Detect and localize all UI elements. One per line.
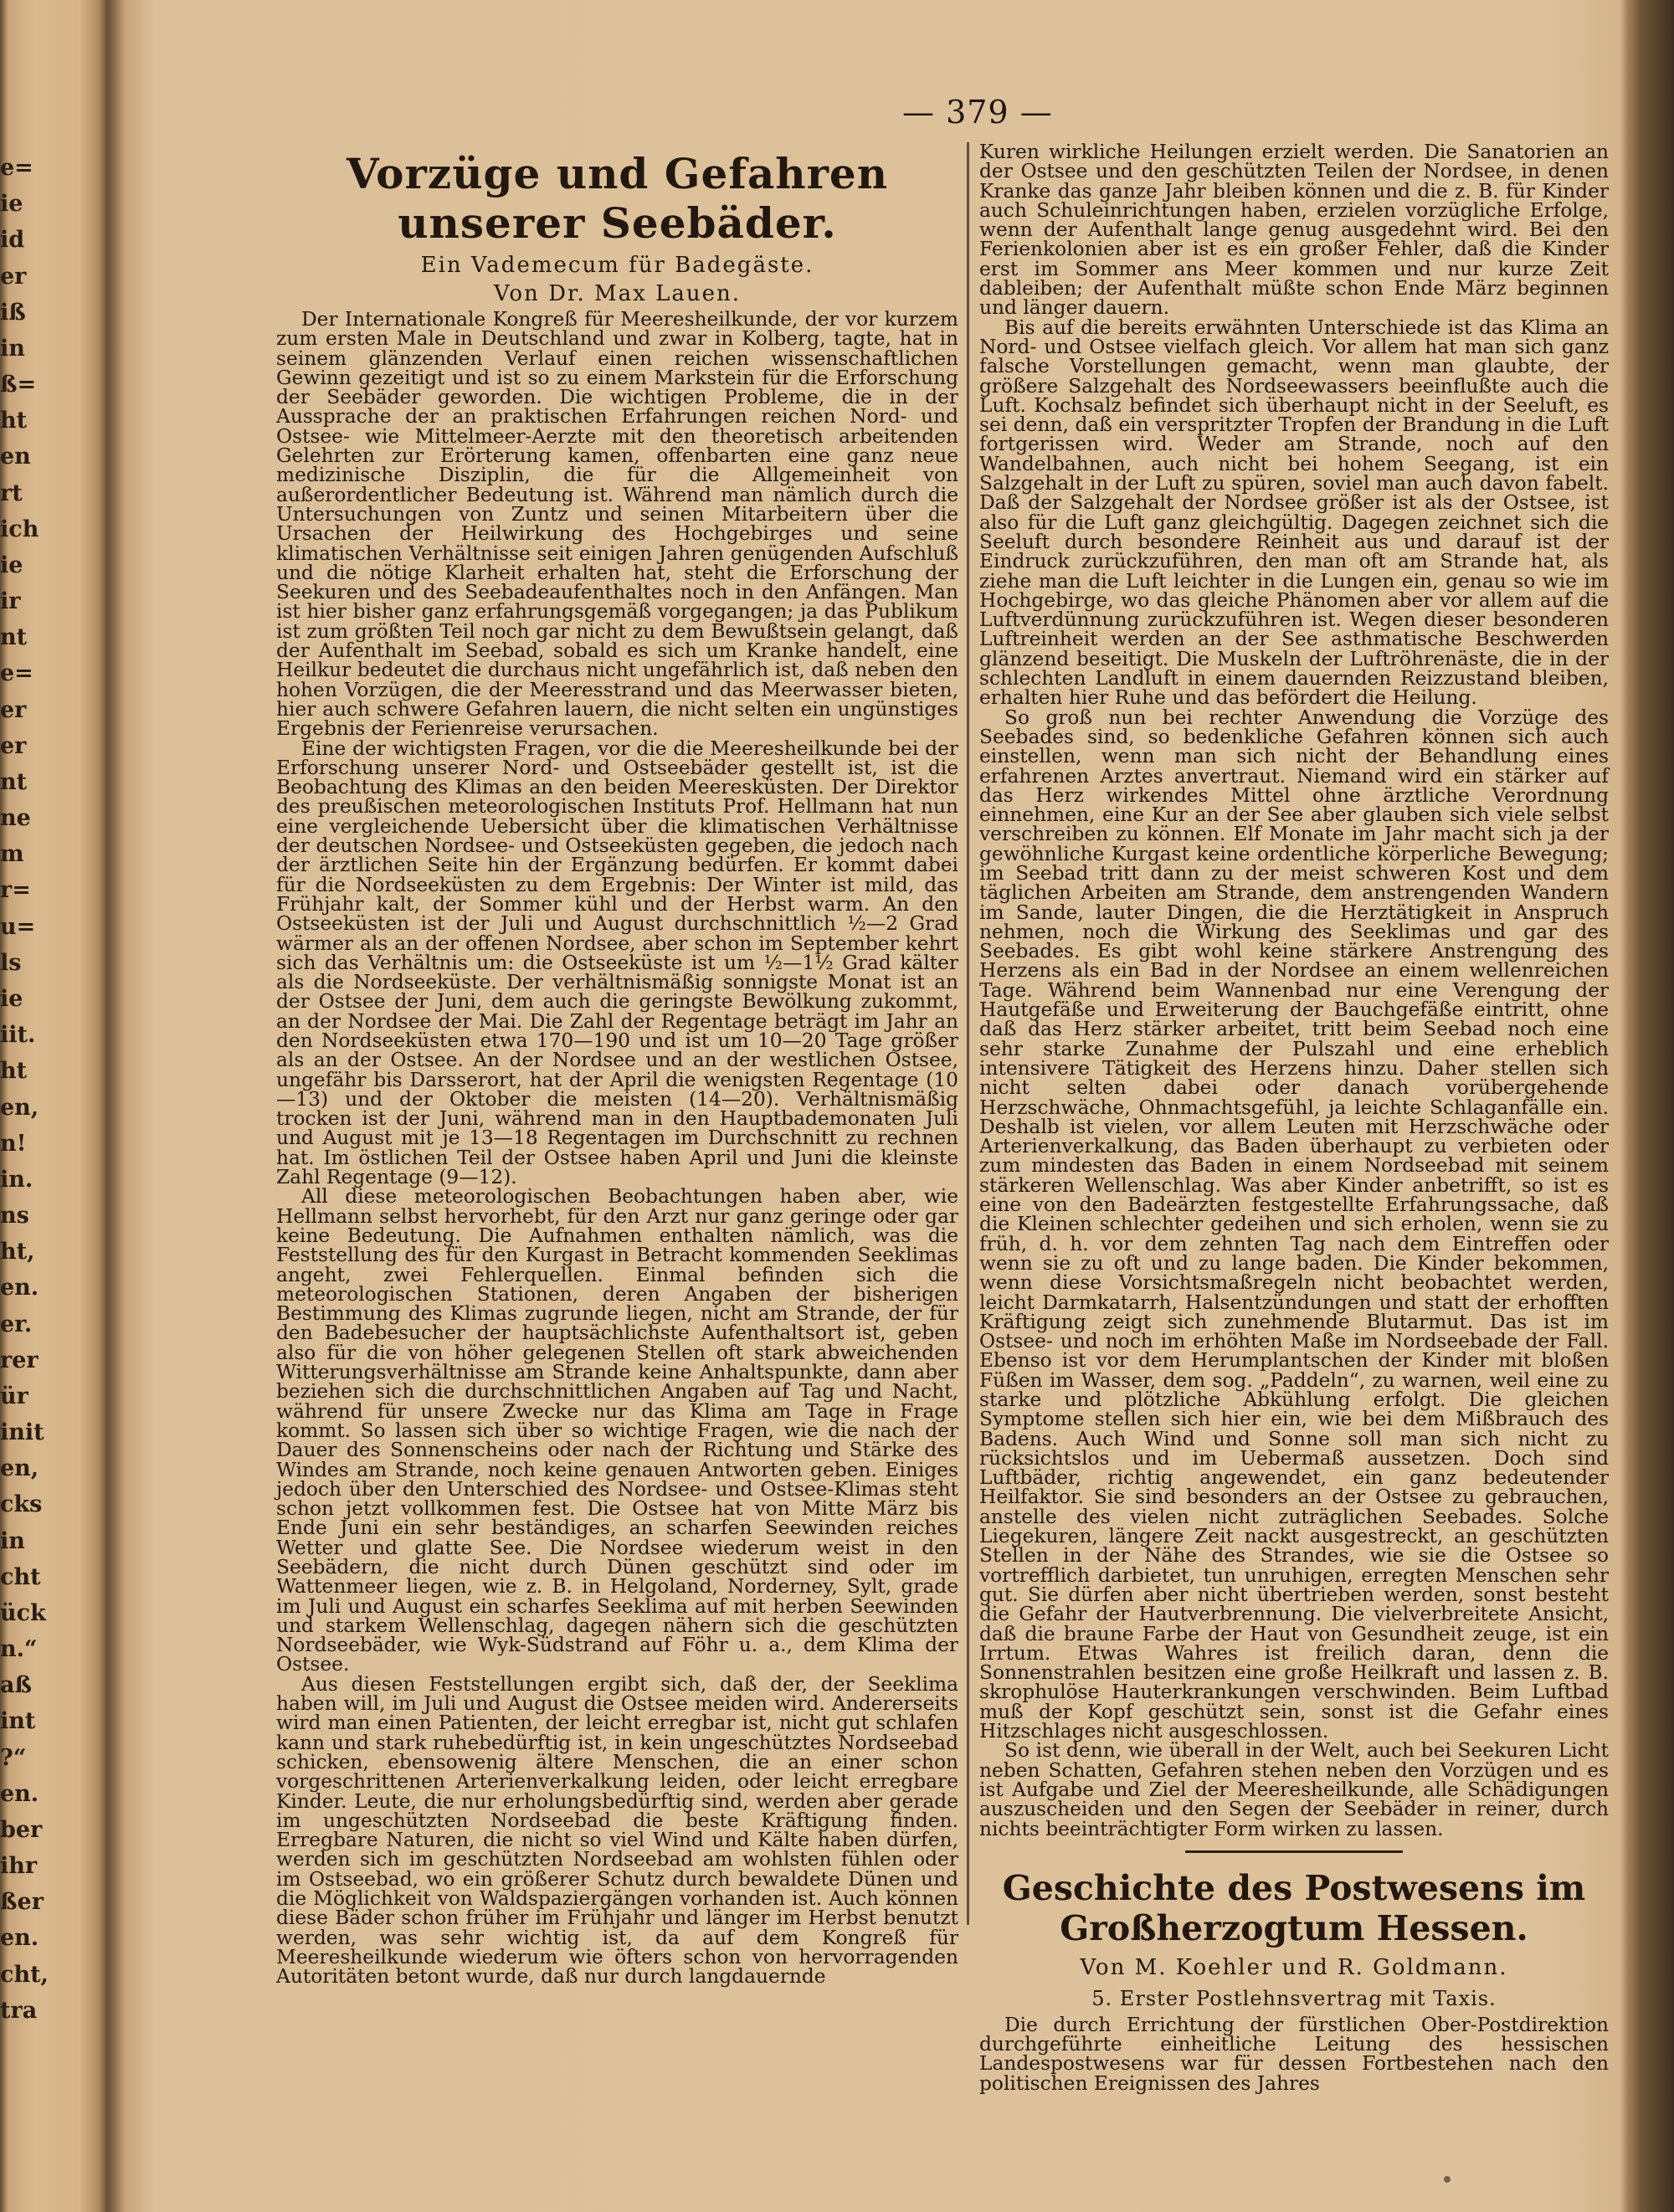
previous-page-fragment: er bbox=[0, 264, 27, 290]
previous-page-fragment: ie bbox=[0, 191, 23, 217]
previous-page-fragment: ne bbox=[0, 805, 31, 831]
previous-page-fragment: nt bbox=[0, 624, 28, 650]
previous-page-fragment: ßer bbox=[0, 1889, 44, 1915]
paragraph: Kuren wirkliche Heilungen erzielt werden. Die Sanatorien an der Ostsee und den geschützten Teilen der Nordsee, in denen Kranke das ganze Jahr bleiben können und die z. B. für Kinder auch Schuleinrichtungen haben, erzielen vorzügliche Erfolge, wenn der Aufenthalt lange genug ausgedehnt wird. Bei den Ferienkolonien aber ist es ein großer Fehler, daß die Kinder erst im Sommer ans Meer kommen und nur kurze Zeit dableiben; der Aufenthalt müßte schon Ende März beginnen und länger dauern. bbox=[979, 141, 1609, 320]
previous-page-fragment: ß= bbox=[0, 372, 37, 398]
previous-page-fragment: cht bbox=[0, 1564, 41, 1590]
previous-page-fragment: ie bbox=[0, 552, 23, 578]
article-author: Von Dr. Max Lauen. bbox=[494, 281, 741, 306]
paragraph: Eine der wichtigsten Fragen, vor die die Meeresheilkunde bei der Erforschung unserer Nord- und Ostseebäder gestellt ist, ist die Beobachtung des Klimas an den beiden Meeresküsten. Der Direktor des preußischen meteorologischen Instituts Prof. Hellmann hat nun eine vergleichende Uebersicht über die klimatischen Verhältnisse der deutschen Nordsee- und Ostseeküsten gegeben, die jedoch nach der ärztlichen Seite hin der Ergänzung bedürfen. Er kommt dabei für die Nordseeküsten zu dem Ergebnis: Der Winter ist mild, das Frühjahr kalt, der Sommer kühl und der Herbst warm. An den Ostseeküsten ist der Juli und August durchschnittlich ½—2 Grad wärmer als an der offenen Nordsee, aber schon im September kehrt sich das Verhältnis um: die Ostseeküste ist um ½—1½ Grad kälter als die Nordseeküste. Der verhältnismäßig sonnigste Monat ist an der Ostsee der Juni, dem auch die geringste Bewölkung zukommt, an der Nordsee der Mai. Die Zahl der Regentage beträgt im Jahr an den Nordseeküsten etwa 170—190 und ist um 10—20 Tage größer als an der Ostsee. An der Nordsee und an der westlichen Ostsee, ungefähr bis Darsserort, hat der April die wenigsten Regentage (10—13) und der Oktober die meisten (14—20). Verhältnismäßig trocken ist der Juni, während man in den Hauptbademonaten Juli und August mit je 13—18 Regentagen im Durchschnitt zu rechnen hat. Im östlichen Teil der Ostsee haben April und Juni die kleinste Zahl Regentage (9—12). bbox=[276, 736, 958, 1189]
previous-page-fragment: n.“ bbox=[0, 1636, 38, 1662]
page-number: — 379 — bbox=[902, 94, 1053, 131]
paragraph: So ist denn, wie überall in der Welt, auch bei Seekuren Licht neben Schatten, Gefahren stehen neben den Vorzügen und es ist Aufgabe und Ziel der Meeresheilkunde, alle Schädigungen auszuscheiden und den Segen der Seebäder in reiner, durch nichts beeinträchtigter Form wirken zu lassen. bbox=[979, 1739, 1609, 1840]
previous-page-fragment: cks bbox=[0, 1491, 43, 1517]
previous-page-fragment: er. bbox=[0, 1311, 33, 1337]
article-title: Vorzüge und Gefahren unserer Seebäder. bbox=[346, 149, 889, 248]
previous-page-fragment: ls bbox=[0, 950, 22, 976]
previous-page-fragment: n! bbox=[0, 1131, 27, 1157]
previous-page-fragment: en. bbox=[0, 1275, 39, 1301]
previous-page-fragment: in bbox=[0, 336, 25, 362]
previous-page-fragment: en. bbox=[0, 1925, 39, 1951]
previous-page-fragment: aß bbox=[0, 1672, 33, 1698]
article-separator bbox=[1185, 1850, 1403, 1853]
previous-page-fragment: ich bbox=[0, 516, 39, 542]
previous-page-fragment: r= bbox=[0, 877, 31, 903]
previous-page-fragment: ht, bbox=[0, 1239, 35, 1265]
previous-page-fragment: init bbox=[0, 1419, 44, 1445]
paragraph: All diese meteorologischen Beobachtungen haben aber, wie Hellmann selbst hervorhebt, für den Arzt nur ganz geringe oder gar keine Bedeutung. Die Aufnahmen enthalten nämlich, was die Feststellung des für den Kurgast in Betracht kommenden Seeklimas angeht, zwei Fehlerquellen. Einmal befinden sich die meteorologischen Stationen, deren Angaben der bisherigen Bestimmung des Klimas zugrunde liegen, nicht am Strande, der für den Badebesucher der hauptsächlichste Aufenthaltsort ist, geben also für die von höher gelegenen Stellen oft stark abweichenden Witterungsverhältnisse am Strande keine Anhaltspunkte, dann aber beziehen sich die durchschnittlichen Angaben auf Tag und Nacht, während für unsere Zwecke nur das Klima am Tage in Frage kommt. So lassen sich über so wichtige Fragen, wie die nach der Dauer des Sonnenscheins oder nach der Richtung und Stärke des Windes am Strande, noch keine genauen Antworten geben. Einiges jedoch über den Unterschied des Nordsee- und Ostsee-Klimas steht schon jetzt vollkommen fest. Die Ostsee hat von Mitte März bis Ende Juni ein sehr beständiges, an scharfen Seewinden reiches Wetter und glatte See. Die Nordsee wiederum weist in den Seebädern, die nicht durch Dünen geschützt sind oder im Wattenmeer liegen, wie z. B. in Helgoland, Norderney, Sylt, grade im Juli und August ein scharfes Seeklima auf mit herben Seewinden und starkem Wellenschlag, dagegen nähern sich die geschützten Nordseebäder, wie Wyk-Südstrand auf Föhr u. a., dem Klima der Ostsee. bbox=[276, 1185, 958, 1676]
previous-page-fragment: ber bbox=[0, 1817, 43, 1843]
paragraph: So groß nun bei rechter Anwendung die Vorzüge des Seebades sind, so bedenkliche Gefahren können sich auch einstellen, wenn man sich nicht der Behandlung eines erfahrenen Arztes anvertraut. Niemand wird ein stärker auf das Herz wirkendes Mittel ohne ärztliche Verordnung einnehmen, eine Kur an der See aber glauben sich viele selbst verschreiben zu können. Elf Monate im Jahr macht sich ja der gewöhnliche Kurgast keine ordentliche körperliche Bewegung; im Seebad tritt dann zu der meist schweren Kost und dem täglichen Arbeiten am Strande, dem anstrengenden Wandern im Sande, lauter Dingen, die die Herztätigkeit in Anspruch nehmen, noch die Wirkung des Seeklimas und gar des Seebades. Es gibt wohl keine stärkere Anstrengung des Herzens als ein Bad in der Nordsee an einem wellenreichen Tage. Während beim Wannenbad nur eine Verengung der Hautgefäße und Erweiterung der Bauchgefäße eintritt, ohne daß das Herz stärker arbeitet, tritt beim Seebad noch eine sehr starke Zunahme der Pulszahl und eine erheblich intensivere Tätigkeit des Herzens hinzu. Daher stellen sich nicht selten dabei oder danach vorübergehende Herzschwäche, Ohnmachtsgefühl, ja leichte Schlaganfälle ein. Deshalb ist vielen, vor allem Leuten mit Herzschwäche oder Arterienverkalkung, das Baden überhaupt zu verbieten oder zum mindesten das Baden in einem Nordseebad mit seinem stärkeren Wellenschlag. Was aber Kinder anbetrifft, so ist es eine von den Badeärzten festgestellte Erfahrungssache, daß die Kleinen schlechter gedeihen und sich erholen, wenn sie zu früh, d. h. vor dem zehnten Tag nach dem Eintreffen oder wenn sie zu oft und zu lange baden. Die Kinder bekommen, wenn diese Vorsichtsmaßregeln nicht beobachtet werden, leicht Darmkatarrh, Halsentzündungen und statt der erhofften Kräftigung zeigt sich zunehmende Blutarmut. Das ist im Ostsee- und noch im erhöhten Maße im Nordseebade der Fall. Ebenso ist vor dem Herumplantschen der Kinder mit bloßen Füßen im Wasser, dem sog. „Paddeln“, zu warnen, weil eine zu starke und plötzliche Abkühlung erfolgt. Die gleichen Symptome stellen sich hier ein, wie bei dem Mißbrauch des Badens. Auch Wind und Sonne soll man sich nicht zu rücksichtslos und im Uebermaß aussetzen. Doch sind Luftbäder, richtig angewendet, ein ganz bedeutender Heilfaktor. Sie sind besonders an der Ostsee zu gebrauchen, anstelle des vielen nicht zuträglichen Seebades. Solche Liegekuren, längere Zeit nackt ausgestreckt, an geschützten Stellen in der Nähe des Strandes, wie sie die Ostsee so vortrefflich darbietet, tun unruhigen, erregten Menschen sehr gut. Sie dürfen aber nicht übertrieben werden, sonst besteht die Gefahr der Hautverbrennung. Die vielverbreitete Ansicht, daß die braune Farbe der Haut von Gesundheit zeuge, ist ein Irrtum. Etwas Wahres ist freilich daran, denn die Sonnenstrahlen besitzen eine große Heilkraft und lassen z. B. skrophulöse Hauterkrankungen verschwinden. Beim Luftbad muß der Kopf geschützt sein, sonst ist die Gefahr eines Hitzschlages nicht ausgeschlossen. bbox=[979, 706, 1609, 1743]
previous-page-fragment: tra bbox=[0, 1998, 38, 2024]
previous-page-fragment: in. bbox=[0, 1167, 33, 1193]
previous-page-fragment: iit. bbox=[0, 1022, 36, 1048]
previous-page-fragment: ht bbox=[0, 408, 28, 434]
article-subtitle: Ein Vademecum für Badegäste. bbox=[420, 253, 814, 278]
previous-page-fragment: rt bbox=[0, 480, 23, 506]
section-heading: 5. Erster Postlehnsvertrag mit Taxis. bbox=[1091, 1986, 1497, 2010]
previous-page-fragment: ?“ bbox=[0, 1745, 27, 1771]
paragraph: Bis auf die bereits erwähnten Unterschiede ist das Klima an Nord- und Ostsee vielfach gleich. Vor allem hat man sich ganz falsche Vorstellungen gemacht, wenn man glaubte, der größere Salzgehalt des Nordseewassers beeinflußte auch die Luft. Kochsalz befindet sich überhaupt nicht in der Seeluft, es sei denn, daß ein verspritzter Tropfen der Brandung in die Luft fortgerissen wird. Weder am Strande, noch auf den Wandelbahnen, auch nicht bei hohem Seegang, ist ein Salzgehalt in der Luft zu spüren, soviel man auch davon fabelt. Daß der Salzgehalt der Nordsee größer ist als der Ostsee, ist also für die Luft ganz gleichgültig. Dagegen zeichnet sich die Seeluft durch besondere Reinheit aus und darauf ist der Eindruck zurückzuführen, den man oft am Strande hat, als ziehe man die Luft leichter in die Lungen ein, genau so wie im Hochgebirge, wo das gleiche Phänomen aber vor allem auf die Luftverdünnung zurückzuführen ist. Wegen dieser besonderen Luftreinheit werden an der See asthmatische Beschwerden glänzend beseitigt. Die Muskeln der Luftröhrenäste, die in der schlechten Landluft in einem dauernden Reizzustand bleiben, erhalten hier Ruhe und das befördert die Heilung. bbox=[979, 316, 1609, 710]
ink-spot bbox=[1444, 2176, 1451, 2183]
paragraph: Die durch Errichtung der fürstlichen Ober-Postdirektion durchgeführte einheitliche Leitung des hessischen Landespostwesens war für dessen Fortbestehen nach den politischen Ereignissen des Jahres bbox=[979, 2013, 1609, 2095]
previous-page-fragment: er bbox=[0, 697, 27, 723]
paragraph: Aus diesen Feststellungen ergibt sich, daß der, der Seeklima haben will, im Juli und August die Ostsee meiden wird. Andererseits wird man einen Patienten, der leicht erregbar ist, nicht gut schlafen kann und stark ruhebedürftig ist, in kein ungeschütztes Nordseebad schicken, ebensowenig ältere Menschen, die an einer schon vorgeschrittenen Arterienverkalkung leiden, oder leicht erregbare Kinder. Leute, die nur erholungsbedürftig sind, werden aber gerade im ungeschützten Nordseebad die beste Kräftigung finden. Erregbare Naturen, die nicht so viel Wind und Kälte haben dürfen, werden sich im geschützten Nordseebad am wohlsten fühlen oder im Ostseebad, wo ein größerer Schutz durch bewaldete Dünen und die Möglichkeit von Waldspaziergängen vorhanden ist. Auch können diese Bäder schon früher im Frühjahr und länger im Herbst benutzt werden, was sehr wichtig ist, da auf dem Kongreß für Meeresheilkunde wiederum wie öfters schon von hervorragenden Autoritäten betont wurde, daß nur durch langdauernde bbox=[276, 1672, 958, 1989]
previous-page-fragment: e= bbox=[0, 660, 33, 686]
previous-page-fragment: id bbox=[0, 227, 25, 253]
previous-page-fragment: ür bbox=[0, 1383, 28, 1409]
previous-page-fragment: en, bbox=[0, 1095, 39, 1121]
previous-page-fragment: ück bbox=[0, 1600, 46, 1626]
paragraph: Der Internationale Kongreß für Meeresheilkunde, der vor kurzem zum ersten Male in Deutschland und zwar in Kolberg, tagte, hat in seinem glänzenden Verlauf einen reichen wissenschaftlichen Gewinn gezeitigt und ist so zu einem Markstein für die Erforschung der Seebäder geworden. Die wichtigen Probleme, die in der Aussprache der an praktischen Erfahrungen reichen Nord- und Ostsee- wie Mittelmeer-Aerzte mit den theoretisch arbeitenden Gelehrten zur Erörterung kamen, offenbarten eine ganz neue medizinische Disziplin, die für die Allgemeinheit von außerordentlicher Bedeutung ist. Während man nämlich durch die Untersuchungen von Zuntz und seinen Mitarbeitern über die Ursachen der Heilwirkung des Hochgebirges und seine klimatischen Verhältnisse seit einigen Jahren genügenden Aufschluß und die nötige Klarheit erhalten hat, steht die Erforschung der Seekuren und des Seebadeaufenthaltes noch in den Anfängen. Man ist hier bisher ganz erfahrungsgemäß vorgegangen; ja das Publikum ist zum größten Teil noch gar nicht zu dem Bewußtsein gelangt, daß der Aufenthalt im Seebad, sobald es sich um Kranke handelt, eine Heilkur bedeutet die durchaus nicht ungefährlich ist, daß neben den hohen Vorzügen, die der Meeresstrand und das Meerwasser bieten, hier auch schwere Gefahren lauern, die nicht selten ein ungünstiges Ergebnis der Ferienreise verursachen. bbox=[276, 308, 958, 741]
previous-page-fragment: in bbox=[0, 1528, 25, 1554]
previous-page-fragment: ie bbox=[0, 986, 23, 1012]
previous-page-fragment: iß bbox=[0, 300, 26, 326]
previous-page-fragment: en. bbox=[0, 1781, 39, 1807]
left-column bbox=[276, 134, 958, 1987]
previous-page-fragment: e= bbox=[0, 155, 33, 181]
previous-page-edge bbox=[0, 0, 100, 2212]
column-divider bbox=[967, 142, 969, 1925]
previous-page-fragment: ht bbox=[0, 1058, 28, 1084]
article-author: Von M. Koehler und R. Goldmann. bbox=[1080, 1954, 1508, 1980]
previous-page-fragment: en, bbox=[0, 1455, 39, 1481]
article-title: Geschichte des Postwesens im Großherzogtum Hessen. bbox=[1002, 1867, 1586, 1948]
previous-page-fragment: er bbox=[0, 733, 27, 759]
previous-page-fragment: nt bbox=[0, 769, 28, 795]
previous-page-fragment: u= bbox=[0, 914, 36, 940]
previous-page-fragment: ihr bbox=[0, 1853, 38, 1879]
previous-page-fragment: int bbox=[0, 1708, 36, 1734]
previous-page-fragment: ns bbox=[0, 1203, 29, 1229]
previous-page-fragment: en bbox=[0, 444, 31, 470]
previous-page-fragment: cht, bbox=[0, 1962, 49, 1988]
previous-page-fragment: rer bbox=[0, 1347, 39, 1373]
right-column bbox=[979, 142, 1609, 2093]
page-379 bbox=[117, 0, 1632, 2212]
previous-page-fragment: m bbox=[0, 841, 24, 867]
previous-page-fragment: ir bbox=[0, 588, 21, 614]
